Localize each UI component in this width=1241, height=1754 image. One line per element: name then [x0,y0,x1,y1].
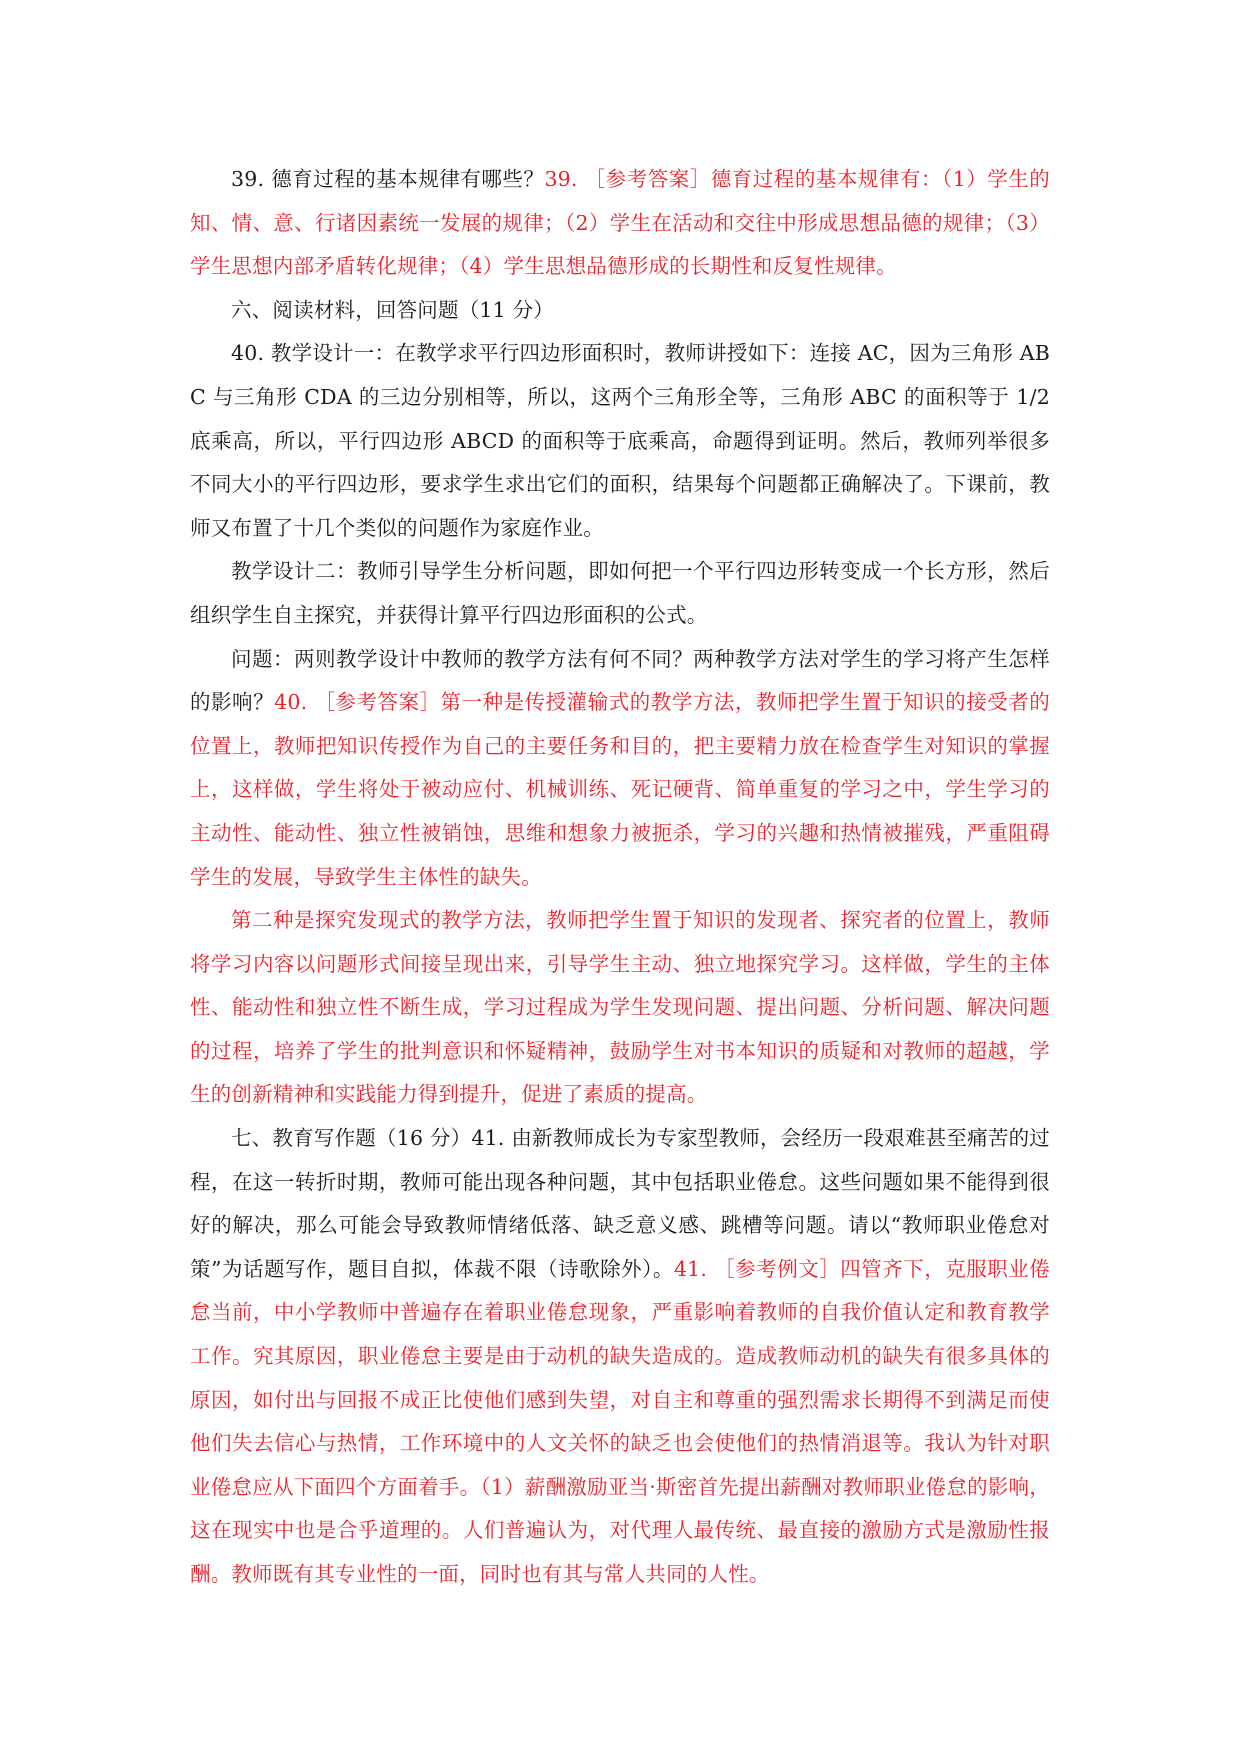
answer-39-text: 39. ［参考答案］德育过程的基本规律有：（1）学生的知、情、意、行诸因素统一发展的规律；（2）学生在活动和交往中形成思想品德的规律；（3）学生思想内部矛盾转化规律；（4）学生思想品德形成的长期性和反复性规律。 [190,167,1050,279]
answer-40-part-1: 40. ［参考答案］第一种是传授灌输式的教学方法，教师把学生置于知识的接受者的位置上，教师把知识传授作为自己的主要任务和目的，把主要精力放在检查学生对知识的掌握上，这样做，学生将处于被动应付、机械训练、死记硬背、简单重复的学习之中，学生学习的主动性、能动性、独立性被销蚀，思维和想象力被扼杀，学习的兴趣和热情被摧残，严重阻碍学生的发展，导致学生主体性的缺失。 [190,690,1050,889]
paragraph-q40-design-2 [190,550,1050,637]
paragraph-q39 [190,158,1050,289]
paragraph-q40-design-1 [190,332,1050,550]
question-41-text: 七、教育写作题（16 分）41. 由新教师成长为专家型教师，会经历一段艰难甚至痛苦的过程，在这一转折时期，教师可能出现各种问题，其中包括职业倦怠。这些问题如果不能得到很好的解决，那么可能会导致教师情绪低落、缺乏意义感、跳槽等问题。请以“教师职业倦怠对策”为话题写作，题目自拟，体裁不限（诗歌除外）。 [190,1126,1050,1281]
answer-40-part-2: 第二种是探究发现式的教学方法，教师把学生置于知识的发现者、探究者的位置上，教师将学习内容以问题形式间接呈现出来，引导学生主动、独立地探究学习。这样做，学生的主体性、能动性和独立性不断生成，学习过程成为学生发现问题、提出问题、分析问题、解决问题的过程，培养了学生的批判意识和怀疑精神，鼓励学生对书本知识的质疑和对教师的超越，学生的创新精神和实践能力得到提升，促进了素质的提高。 [190,908,1050,1107]
question-40-text: 问题：两则教学设计中教师的教学方法有何不同？两种教学方法对学生的学习将产生怎样的影响？ [190,646,1050,715]
design-2-text: 教学设计二：教师引导学生分析问题，即如何把一个平行四边形转变成一个长方形，然后组织学生自主探究，并获得计算平行四边形面积的公式。 [190,559,1050,627]
paragraph-q40-answer-2 [190,899,1050,1117]
paragraph-q40-question [190,638,1050,900]
paragraph-q41 [190,1117,1050,1597]
document-page [190,158,1050,1597]
section-heading-reading [190,289,1050,333]
answer-41-text: 41. ［参考例文］四管齐下，克服职业倦怠当前，中小学教师中普遍存在着职业倦怠现象，严重影响着教师的自我价值认定和教育教学工作。究其原因，职业倦怠主要是由于动机的缺失造成的。造成教师动机的缺失有很多具体的原因，如付出与回报不成正比使他们感到失望，对自主和尊重的强烈需求长期得不到满足而使他们失去信心与热情，工作环境中的人文关怀的缺乏也会使他们的热情消退等。我认为针对职业倦怠应从下面四个方面着手。（1）薪酬激励亚当·斯密首先提出薪酬对教师职业倦怠的影响，这在现实中也是合乎道理的。人们普遍认为，对代理人最传统、最直接的激励方式是激励性报酬。教师既有其专业性的一面，同时也有其与常人共同的人性。 [190,1256,1050,1586]
question-39-text: 39. 德育过程的基本规律有哪些？ [231,167,545,191]
design-1-text: 40. 教学设计一：在教学求平行四边形面积时，教师讲授如下：连接 AC，因为三角形 ABC 与三角形 CDA 的三边分别相等，所以，这两个三角形全等，三角形 ABC 的面积等于 1/2 底乘高，所以，平行四边形 ABCD 的面积等于底乘高，命题得到证明。然后，教师列举很多不同大小的平行四边形，要求学生求出它们的面积，结果每个问题都正确解决了。下课前，教师又布置了十几个类似的问题作为家庭作业。 [190,341,1050,540]
section-6-heading: 六、阅读材料，回答问题（11 分） [231,297,555,322]
